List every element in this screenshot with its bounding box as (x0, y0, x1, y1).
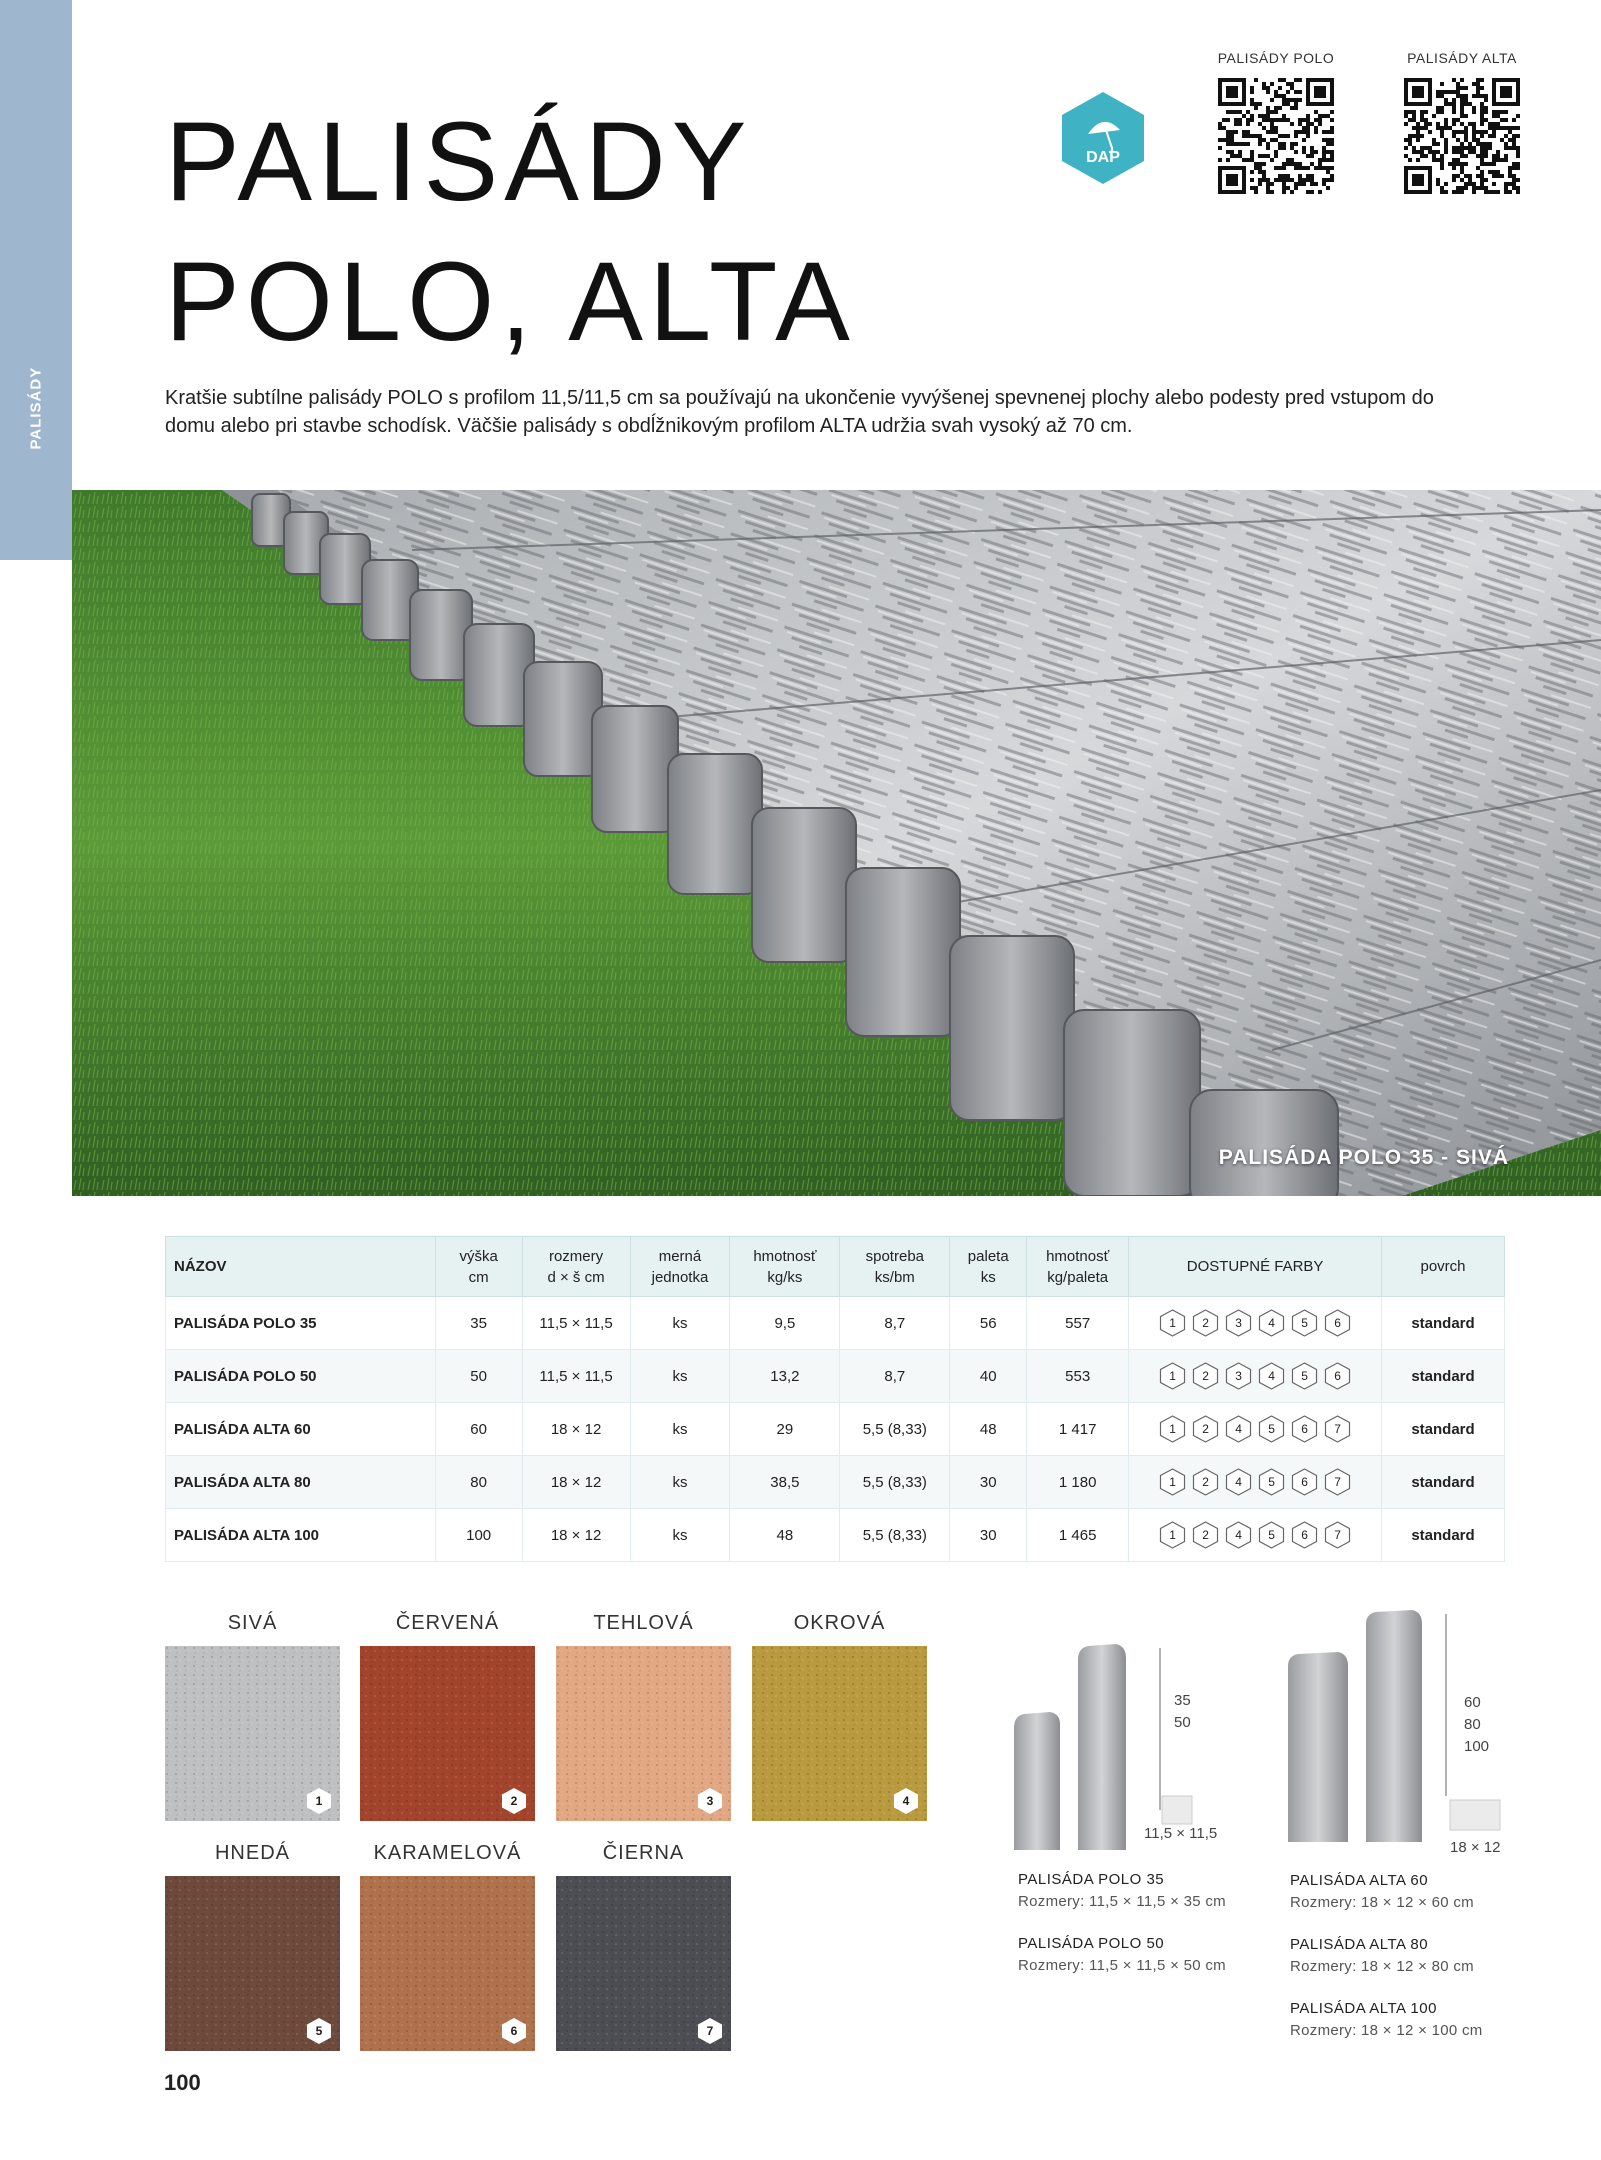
cell-unit: ks (630, 1297, 730, 1350)
intro-paragraph: Kratšie subtílne palisády POLO s profilom 11,5/11,5 cm sa používajú na ukončenie vyvýšenej spevnenej plochy alebo podesty pred vstupom do domu alebo pri stavbe schodísk. Väčšie palisády s obdĺžnikovým profilom ALTA udržia svah vysoký až 70 cm. (165, 387, 1434, 437)
color-code-badge: 7 (1324, 1468, 1351, 1496)
cell-pallet: 56 (950, 1297, 1027, 1350)
alta-60-stone (1288, 1652, 1348, 1842)
dap-badge (1060, 90, 1146, 186)
cell-consumption: 8,7 (840, 1297, 950, 1350)
cell-weight: 48 (730, 1509, 840, 1562)
cell-colors (1129, 1509, 1382, 1562)
alta-height-80: 80 (1464, 1716, 1481, 1733)
spec-table (165, 1236, 1505, 1562)
color-code-badge: 7 (1324, 1415, 1351, 1443)
qr-polo-label: PALISÁDY POLO (1217, 50, 1335, 66)
cell-height: 80 (435, 1456, 522, 1509)
cell-surface: standard (1382, 1456, 1505, 1509)
cell-dims: 18 × 12 (522, 1403, 630, 1456)
color-code-badge: 5 (1291, 1309, 1318, 1337)
color-code-badge: 6 (1291, 1468, 1318, 1496)
cell-consumption: 8,7 (840, 1350, 950, 1403)
product-polo-35-dims: Rozmery: 11,5 × 11,5 × 35 cm (1018, 1893, 1226, 1910)
cell-surface: standard (1382, 1350, 1505, 1403)
cell-colors (1129, 1456, 1382, 1509)
qr-alta[interactable] (1382, 50, 1542, 194)
cell-consumption: 5,5 (8,33) (840, 1456, 950, 1509)
polo-diagram (1010, 1610, 1260, 1850)
alta-diagram (1280, 1610, 1520, 1850)
color-code-badge: 5 (1291, 1362, 1318, 1390)
cell-pallet: 30 (950, 1456, 1027, 1509)
cell-pallet-weight: 1 417 (1027, 1403, 1129, 1456)
color-code-badge: 7 (1324, 1521, 1351, 1549)
cell-pallet-weight: 553 (1027, 1350, 1129, 1403)
polo-35-stone (1014, 1712, 1060, 1850)
dap-label: DAP (1086, 149, 1120, 166)
cell-name: PALISÁDA POLO 35 (166, 1297, 436, 1350)
polo-height-50: 50 (1174, 1714, 1191, 1731)
swatch-tile (165, 1646, 340, 1821)
table-row (166, 1350, 1505, 1403)
color-code-badge: 1 (1159, 1309, 1186, 1337)
color-code-badge: 4 (1225, 1415, 1252, 1443)
col-pallet-weight: hmotnosť kg/paleta (1027, 1237, 1129, 1297)
cell-height: 100 (435, 1509, 522, 1562)
color-code-badge: 2 (1192, 1362, 1219, 1390)
color-code-badge: 6 (1291, 1521, 1318, 1549)
product-alta-60-dims: Rozmery: 18 × 12 × 60 cm (1290, 1894, 1474, 1911)
color-code-badge: 5 (1258, 1415, 1285, 1443)
cell-surface: standard (1382, 1297, 1505, 1350)
cell-weight: 29 (730, 1403, 840, 1456)
cell-dims: 18 × 12 (522, 1509, 630, 1562)
table-row (166, 1297, 1505, 1350)
color-code-badge: 4 (1258, 1362, 1285, 1390)
cell-name: PALISÁDA ALTA 60 (166, 1403, 436, 1456)
page-title (165, 92, 856, 372)
color-code-badge: 1 (1159, 1415, 1186, 1443)
product-alta-80-dims: Rozmery: 18 × 12 × 80 cm (1290, 1958, 1474, 1975)
swatch-number-badge: 4 (893, 1787, 919, 1815)
qr-code-icon[interactable] (1218, 78, 1334, 194)
cell-surface: standard (1382, 1403, 1505, 1456)
qr-polo[interactable] (1196, 50, 1356, 194)
alta-profile: 18 × 12 (1450, 1839, 1501, 1856)
title-line-1: PALISÁDY (165, 99, 753, 224)
color-code-badge: 2 (1192, 1468, 1219, 1496)
qr-alta-label: PALISÁDY ALTA (1407, 50, 1517, 66)
color-swatch (165, 1842, 340, 2051)
cell-unit: ks (630, 1509, 730, 1562)
polo-50-stone (1078, 1644, 1126, 1850)
polo-profile: 11,5 × 11,5 (1144, 1825, 1218, 1842)
color-code-badge: 3 (1225, 1309, 1252, 1337)
color-swatch (360, 1612, 535, 1821)
product-polo-50-dims: Rozmery: 11,5 × 11,5 × 50 cm (1018, 1957, 1226, 1974)
color-code-badge: 4 (1258, 1309, 1285, 1337)
cell-colors (1129, 1297, 1382, 1350)
cell-colors (1129, 1403, 1382, 1456)
cell-name: PALISÁDA ALTA 80 (166, 1456, 436, 1509)
col-pallet: paleta ks (950, 1237, 1027, 1297)
cell-consumption: 5,5 (8,33) (840, 1403, 950, 1456)
product-photo (72, 490, 1601, 1196)
cell-name: PALISÁDA ALTA 100 (166, 1509, 436, 1562)
col-weight: hmotnosť kg/ks (730, 1237, 840, 1297)
cell-unit: ks (630, 1456, 730, 1509)
color-swatch (556, 1842, 731, 2051)
polo-height-35: 35 (1174, 1692, 1191, 1709)
cell-height: 50 (435, 1350, 522, 1403)
cell-name: PALISÁDA POLO 50 (166, 1350, 436, 1403)
color-code-badge: 2 (1192, 1521, 1219, 1549)
color-code-badge: 5 (1258, 1468, 1285, 1496)
cell-unit: ks (630, 1350, 730, 1403)
cell-height: 35 (435, 1297, 522, 1350)
cell-surface: standard (1382, 1509, 1505, 1562)
cell-pallet: 30 (950, 1509, 1027, 1562)
col-dims: rozmery d × š cm (522, 1237, 630, 1297)
col-surface: povrch (1382, 1237, 1505, 1297)
color-code-badge: 2 (1192, 1415, 1219, 1443)
table-header-row (166, 1237, 1505, 1297)
swatch-label: SIVÁ (227, 1612, 278, 1634)
product-alta-80-name: PALISÁDA ALTA 80 (1290, 1936, 1429, 1953)
color-code-badge: 6 (1324, 1362, 1351, 1390)
col-colors: DOSTUPNÉ FARBY (1129, 1237, 1382, 1297)
color-code-badge: 6 (1324, 1309, 1351, 1337)
page-number: 100 (164, 2070, 201, 2095)
swatch-number-badge: 3 (697, 1787, 723, 1815)
color-code-badge: 5 (1258, 1521, 1285, 1549)
table-row (166, 1456, 1505, 1509)
cell-unit: ks (630, 1403, 730, 1456)
cell-dims: 11,5 × 11,5 (522, 1297, 630, 1350)
color-code-badge: 2 (1192, 1309, 1219, 1337)
swatch-label: HNEDÁ (214, 1842, 290, 1864)
swatch-label: TEHLOVÁ (593, 1612, 694, 1634)
color-code-badge: 4 (1225, 1468, 1252, 1496)
table-row (166, 1403, 1505, 1456)
cell-weight: 13,2 (730, 1350, 840, 1403)
product-alta-100-dims: Rozmery: 18 × 12 × 100 cm (1290, 2022, 1483, 2039)
product-alta-60-name: PALISÁDA ALTA 60 (1290, 1872, 1429, 1889)
cell-colors (1129, 1350, 1382, 1403)
color-swatch (752, 1612, 927, 1821)
color-code-badge: 4 (1225, 1521, 1252, 1549)
color-code-badge: 1 (1159, 1468, 1186, 1496)
table-row (166, 1509, 1505, 1562)
swatch-tile (556, 1876, 731, 2051)
swatch-label: OKROVÁ (793, 1612, 886, 1634)
swatch-tile (360, 1876, 535, 2051)
swatch-tile (360, 1646, 535, 1821)
col-consumption: spotreba ks/bm (840, 1237, 950, 1297)
product-polo-35-name: PALISÁDA POLO 35 (1018, 1871, 1165, 1888)
product-alta-100-name: PALISÁDA ALTA 100 (1290, 2000, 1437, 2017)
cell-pallet: 48 (950, 1403, 1027, 1456)
product-polo-50-name: PALISÁDA POLO 50 (1018, 1935, 1165, 1952)
color-code-badge: 3 (1225, 1362, 1252, 1390)
color-code-badge: 1 (1159, 1521, 1186, 1549)
swatch-number-badge: 1 (306, 1787, 332, 1815)
cell-pallet-weight: 1 180 (1027, 1456, 1129, 1509)
color-swatch (165, 1612, 340, 1821)
color-code-badge: 6 (1291, 1415, 1318, 1443)
cell-pallet-weight: 1 465 (1027, 1509, 1129, 1562)
cell-weight: 9,5 (730, 1297, 840, 1350)
cell-pallet: 40 (950, 1350, 1027, 1403)
swatch-label: ČIERNA (602, 1842, 685, 1864)
alta-height-60: 60 (1464, 1694, 1481, 1711)
col-unit: merná jednotka (630, 1237, 730, 1297)
swatch-number-badge: 5 (306, 2017, 332, 2045)
qr-code-icon[interactable] (1404, 78, 1520, 194)
sidebar-tab (0, 0, 72, 560)
swatch-tile (752, 1646, 927, 1821)
swatch-number-badge: 7 (697, 2017, 723, 2045)
cell-weight: 38,5 (730, 1456, 840, 1509)
swatch-tile (556, 1646, 731, 1821)
color-swatch (556, 1612, 731, 1821)
color-swatch (360, 1842, 535, 2051)
col-name: NÁZOV (166, 1237, 436, 1297)
cell-pallet-weight: 557 (1027, 1297, 1129, 1350)
sidebar-label: PALISÁDY (27, 366, 45, 450)
cell-dims: 18 × 12 (522, 1456, 630, 1509)
cell-dims: 11,5 × 11,5 (522, 1350, 630, 1403)
title-line-2: POLO, ALTA (165, 239, 856, 364)
alta-height-100: 100 (1464, 1738, 1490, 1755)
swatch-number-badge: 6 (501, 2017, 527, 2045)
color-code-badge: 1 (1159, 1362, 1186, 1390)
alta-80-stone (1366, 1610, 1422, 1842)
col-height: výška cm (435, 1237, 522, 1297)
photo-caption: PALISÁDA POLO 35 - SIVÁ (1218, 1146, 1509, 1169)
swatch-tile (165, 1876, 340, 2051)
swatch-number-badge: 2 (501, 1787, 527, 1815)
cell-consumption: 5,5 (8,33) (840, 1509, 950, 1562)
swatch-label: ČERVENÁ (395, 1612, 500, 1634)
cell-height: 60 (435, 1403, 522, 1456)
swatch-label: KARAMELOVÁ (373, 1842, 522, 1864)
